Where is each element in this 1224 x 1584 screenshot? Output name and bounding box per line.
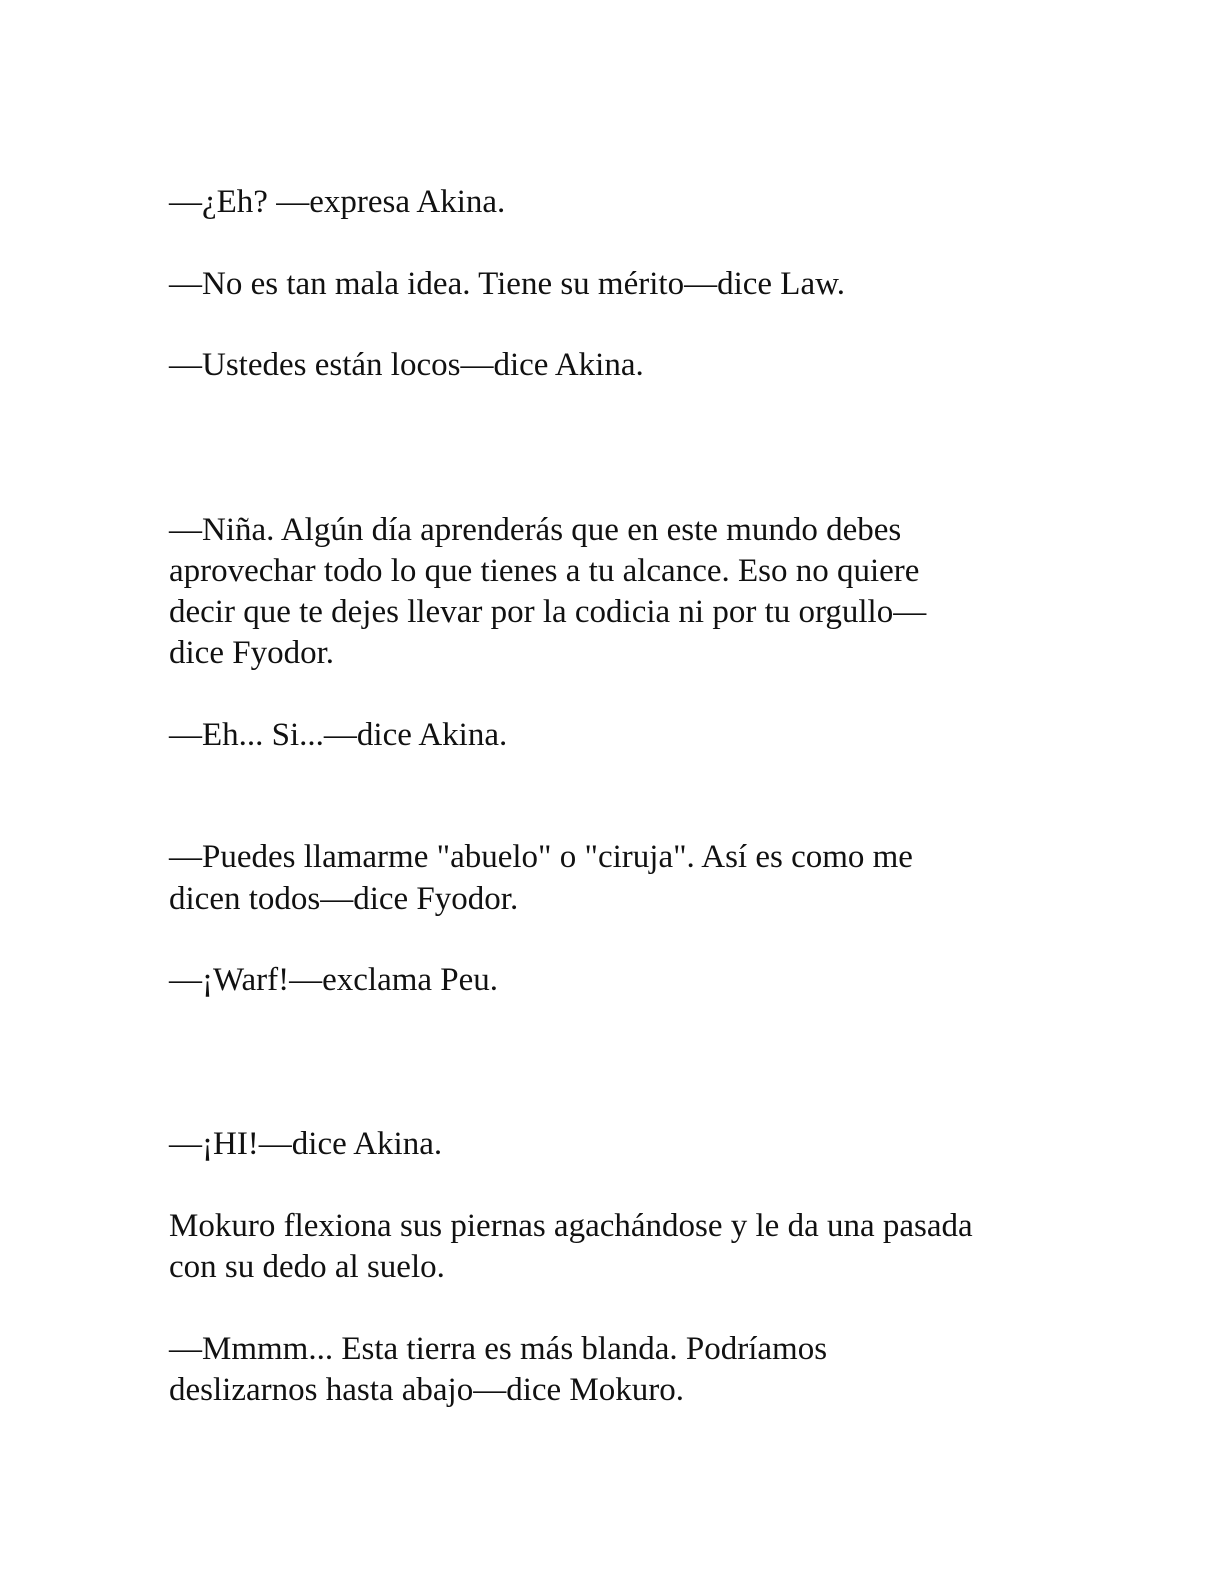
- paragraph-line: —Puedes llamarme "abuelo" o "ciruja". Así es como me: [169, 839, 913, 875]
- dialogue-line: —¡HI!—dice Akina.: [169, 1126, 443, 1162]
- dialogue-line: —Ustedes están locos—dice Akina.: [169, 347, 644, 383]
- paragraph-line: —Mmmm... Esta tierra es más blanda. Podríamos: [169, 1331, 828, 1367]
- paragraph-line: Mokuro flexiona sus piernas agachándose y le da una pasada: [169, 1208, 973, 1244]
- dialogue-line: —¡Warf!—exclama Peu.: [169, 962, 499, 998]
- dialogue-line: —Eh... Si...—dice Akina.: [169, 717, 508, 753]
- paragraph-line: —Niña. Algún día aprenderás que en este mundo debes: [169, 512, 902, 548]
- dialogue-line: —No es tan mala idea. Tiene su mérito—dice Law.: [169, 266, 846, 302]
- paragraph-line: dicen todos—dice Fyodor.: [169, 881, 519, 917]
- paragraph-line: decir que te dejes llevar por la codicia ni por tu orgullo—: [169, 594, 927, 630]
- paragraph-line: dice Fyodor.: [169, 635, 334, 671]
- paragraph-line: con su dedo al suelo.: [169, 1249, 445, 1285]
- dialogue-line: —¿Eh? —expresa Akina.: [169, 184, 506, 220]
- paragraph-line: deslizarnos hasta abajo—dice Mokuro.: [169, 1372, 685, 1408]
- paragraph-line: aprovechar todo lo que tienes a tu alcance. Eso no quiere: [169, 553, 920, 589]
